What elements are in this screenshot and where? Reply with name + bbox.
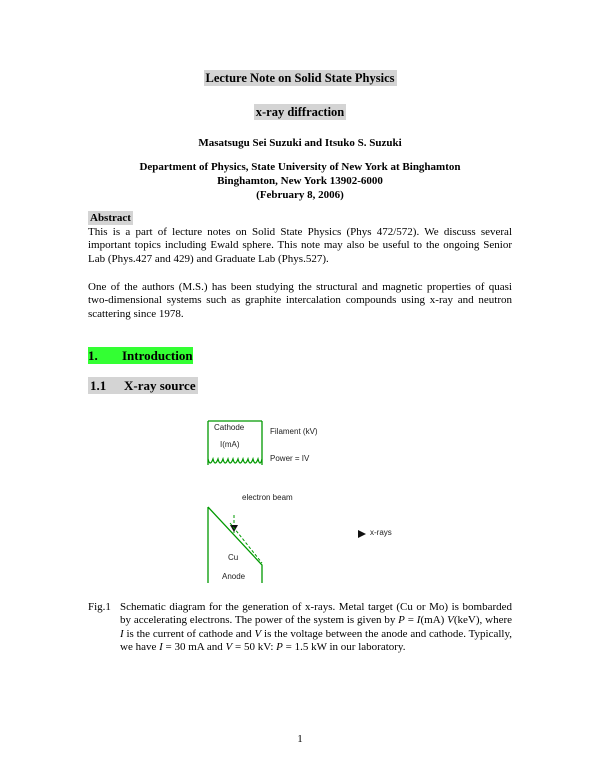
caption-text: Schematic diagram for the generation of x-rays. Metal target (Cu or Mo) is bombarded by accelerating electrons. The power of the system is given by P = I(mA) V(keV), where I is the current of cathode and V is the voltage between the anode and cathode. Typically, we have I = 30 mA and V = 50 kV: P = 1.5 kW in our laboratory.: [120, 601, 512, 654]
current-label: I(mA): [220, 440, 240, 449]
section-number: 1.1: [90, 378, 107, 393]
section-title: Introduction: [122, 348, 193, 363]
filament-label: Filament (kV): [270, 427, 318, 436]
xray-arrow-icon: [358, 530, 366, 538]
anode-label: Anode: [222, 572, 246, 581]
affiliation: [0, 160, 600, 202]
figure-caption: [88, 601, 512, 655]
electron-beam-label: electron beam: [242, 493, 293, 502]
document-title: Lecture Note on Solid State Physics: [205, 71, 395, 85]
cu-label: Cu: [228, 553, 239, 562]
cathode-label: Cathode: [214, 423, 245, 432]
section-heading-xray-source: [88, 378, 198, 394]
date-line: (February 8, 2006): [256, 189, 344, 201]
caption-label: Fig.1: [88, 601, 111, 613]
affiliation-line: Department of Physics, State University of New York at Binghamton: [139, 161, 461, 173]
xrays-label: x-rays: [370, 528, 392, 537]
section-heading-introduction: [88, 348, 193, 364]
document-subtitle: x-ray diffraction: [255, 105, 345, 119]
power-label: Power = IV: [270, 454, 310, 463]
abstract-heading: Abstract: [90, 212, 131, 224]
authors: Masatsugu Sei Suzuki and Itsuko S. Suzuki: [198, 137, 402, 149]
section-title: X-ray source: [124, 378, 196, 393]
page-number: 1: [297, 733, 303, 745]
section-number: 1.: [88, 348, 98, 363]
filament-coil: [208, 459, 262, 463]
xray-tube-figure: [200, 415, 410, 590]
affiliation-line: Binghamton, New York 13902-6000: [217, 175, 383, 187]
abstract-paragraph: This is a part of lecture notes on Solid State Physics (Phys 472/572). We discuss several important topics including Ewald sphere. This note may also be useful to the ongoing Senior Lab (Phys.427 and 429) and Graduate Lab (Phys.527).: [88, 226, 512, 265]
abstract-paragraph-2: One of the authors (M.S.) has been studying the structural and magnetic properties of quasi two-dimensional systems such as graphite intercalation compounds using x-ray and neutron scattering since 1978.: [88, 281, 512, 320]
